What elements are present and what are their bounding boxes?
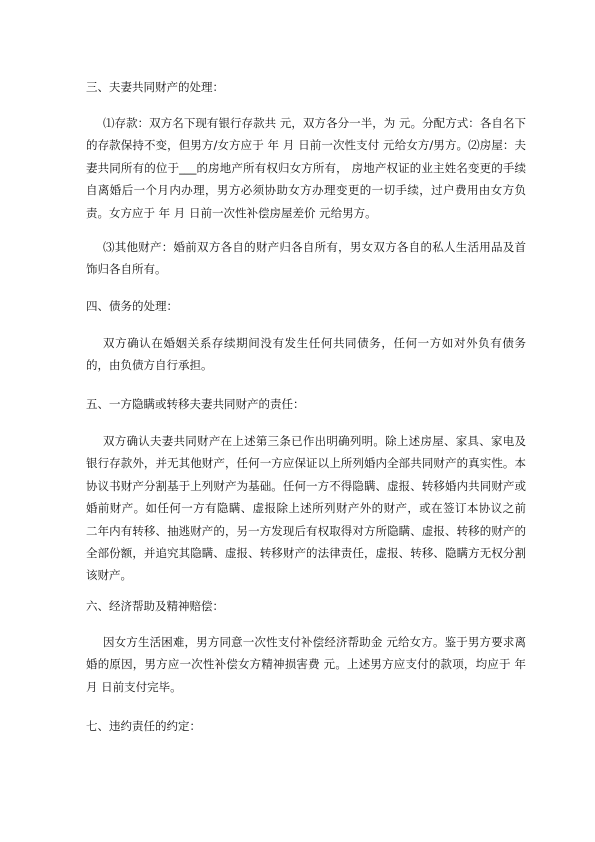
paragraph-concealment: 双方确认夫妻共同财产在上述第三条已作出明确列明。除上述房屋、家具、家电及银行存款外，并无其他财产，任何一方应保证以上所列婚内全部共同财产的真实性。本协议书财产分割基于上列财产为基础。任何一方不得隐瞒、虚报、转移婚内共同财产或婚前财产。如任何一方有隐瞒、虚报除上述所列财产外的财产，或在签订本协议之前 二年内有转移、抽逃财产的，另一方发现后有权取得对方所隐瞒、虚报、转移的财产的全部份额，并追究其隐瞒、虚报、转移财产的法律责任，虚报、转移、隐瞒方无权分割该财产。: [86, 434, 526, 583]
paragraph-deposits-and-house: ⑴存款：双方名下现有银行存款共 元，双方各分一半，为 元。分配方式：各自名下的存款保持不变，但男方/女方应于 年 月 日前一次性支付 元给女方/男方。⑵房屋：夫妻共同所有的位于___的房地产所有权归女方所有， 房地产权证的业主姓名变更的手续自离婚后一个月内办理，男方必须协助女方办理变更的一切手续，过户费用由女方负责。女方应于 年 月 日前一次性补偿房屋差价 元给男方。: [86, 116, 526, 220]
section-heading-property: 三、夫妻共同财产的处理：: [86, 80, 224, 94]
paragraph-compensation: 因女方生活困难，男方同意一次性支付补偿经济帮助金 元给女方。鉴于男方要求离婚的原因，男方应一次性补偿女方精神损害费 元。上述男方应支付的款项，均应于 年 月 日前支付完毕。: [86, 635, 526, 694]
section-heading-compensation: 六、经济帮助及精神赔偿：: [86, 599, 224, 613]
paragraph-debts: 双方确认在婚姻关系存续期间没有发生任何共同债务，任何一方如对外负有债务的，由负债方自行承担。: [86, 336, 526, 373]
section-heading-debts: 四、债务的处理：: [86, 299, 178, 313]
section-heading-concealment: 五、一方隐瞒或转移夫妻共同财产的责任：: [86, 397, 305, 411]
paragraph-other-property: ⑶其他财产：婚前双方各自的财产归各自所有，男女双方各自的私人生活用品及首饰归各自所有。: [86, 240, 526, 277]
section-heading-breach: 七、违约责任的约定：: [86, 719, 201, 733]
